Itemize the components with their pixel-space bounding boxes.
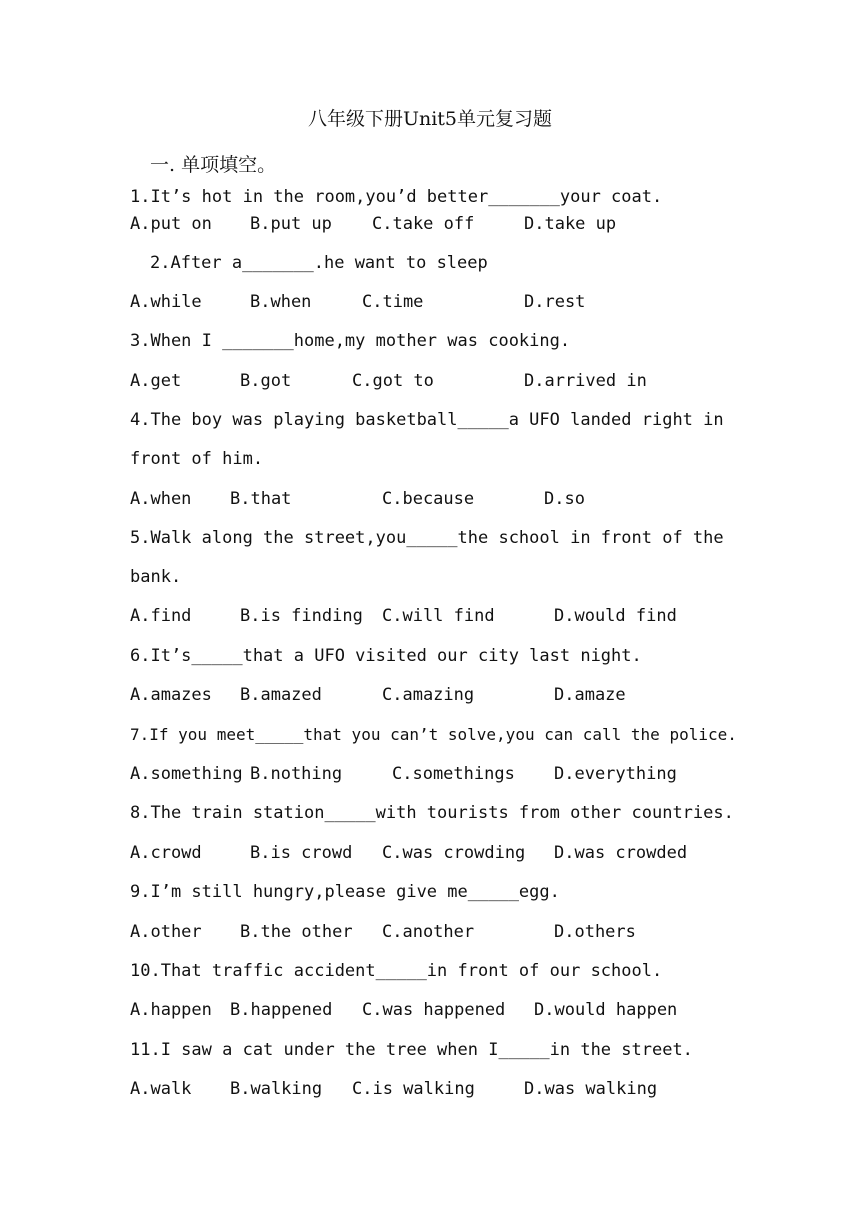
question-1-stem: 1.It’s hot in the room,you’d better_______your coat. [130, 187, 663, 207]
document-title: 八年级下册Unit5单元复习题 [307, 108, 553, 130]
question-9-option-d: D.others [554, 922, 636, 942]
question-3-option-d: D.arrived in [524, 371, 647, 391]
question-9-stem: 9.I’m still hungry,please give me_____egg. [130, 882, 560, 902]
question-8-option-a: A.crowd [130, 843, 202, 863]
question-7-option-c: C.somethings [392, 764, 515, 784]
question-8-option-d: D.was crowded [554, 843, 688, 863]
question-4-option-c: C.because [382, 489, 475, 509]
question-11-option-d: D.was walking [524, 1079, 658, 1099]
question-10-option-a: A.happen [130, 1000, 212, 1020]
question-3-stem: 3.When I _______home,my mother was cooking. [130, 331, 571, 351]
question-4-stem-line-1: 4.The boy was playing basketball_____a UFO landed right in [130, 410, 724, 430]
question-2-stem: 2.After a_______.he want to sleep [150, 253, 488, 273]
question-11-option-c: C.is walking [352, 1079, 475, 1099]
question-1-option-b: B.put up [250, 214, 332, 234]
question-6-stem: 6.It’s_____that a UFO visited our city last night. [130, 646, 642, 666]
question-7-option-b: B.nothing [250, 764, 343, 784]
question-5-option-c: C.will find [382, 606, 495, 626]
question-9-option-a: A.other [130, 922, 202, 942]
question-11-option-b: B.walking [230, 1079, 323, 1099]
question-6-option-d: D.amaze [554, 685, 626, 705]
question-5-option-d: D.would find [554, 606, 677, 626]
question-5-option-a: A.find [130, 606, 192, 626]
question-7-option-d: D.everything [554, 764, 677, 784]
question-5-option-b: B.is finding [240, 606, 363, 626]
question-8-option-c: C.was crowding [382, 843, 526, 863]
question-6-option-c: C.amazing [382, 685, 475, 705]
question-7-stem: 7.If you meet_____that you can’t solve,you can call the police. [130, 725, 737, 744]
question-5-stem-line-1: 5.Walk along the street,you_____the school in front of the [130, 528, 724, 548]
question-6-option-a: A.amazes [130, 685, 212, 705]
question-1-option-a: A.put on [130, 214, 212, 234]
question-4-option-d: D.so [544, 489, 585, 509]
question-10-option-d: D.would happen [534, 1000, 678, 1020]
question-6-option-b: B.amazed [240, 685, 322, 705]
question-4-stem-line-2: front of him. [130, 449, 264, 469]
question-10-option-c: C.was happened [362, 1000, 506, 1020]
question-1-option-d: D.take up [524, 214, 617, 234]
question-3-option-c: C.got to [352, 371, 434, 391]
question-8-option-b: B.is crowd [250, 843, 353, 863]
question-11-option-a: A.walk [130, 1079, 192, 1099]
question-8-stem: 8.The train station_____with tourists from other countries. [130, 803, 734, 823]
question-11-stem: 11.I saw a cat under the tree when I_____in the street. [130, 1040, 693, 1060]
question-10-option-b: B.happened [230, 1000, 333, 1020]
question-9-option-c: C.another [382, 922, 475, 942]
question-3-option-b: B.got [240, 371, 292, 391]
question-5-stem-line-2: bank. [130, 567, 182, 587]
question-2-option-a: A.while [130, 292, 202, 312]
question-2-option-d: D.rest [524, 292, 586, 312]
question-2-option-c: C.time [362, 292, 424, 312]
question-10-stem: 10.That traffic accident_____in front of our school. [130, 961, 663, 981]
question-4-option-b: B.that [230, 489, 292, 509]
question-3-option-a: A.get [130, 371, 182, 391]
question-7-option-a: A.something [130, 764, 243, 784]
question-2-option-b: B.when [250, 292, 312, 312]
section-heading: 一. 单项填空。 [150, 154, 277, 176]
question-1-option-c: C.take off [372, 214, 475, 234]
question-4-option-a: A.when [130, 489, 192, 509]
question-9-option-b: B.the other [240, 922, 353, 942]
